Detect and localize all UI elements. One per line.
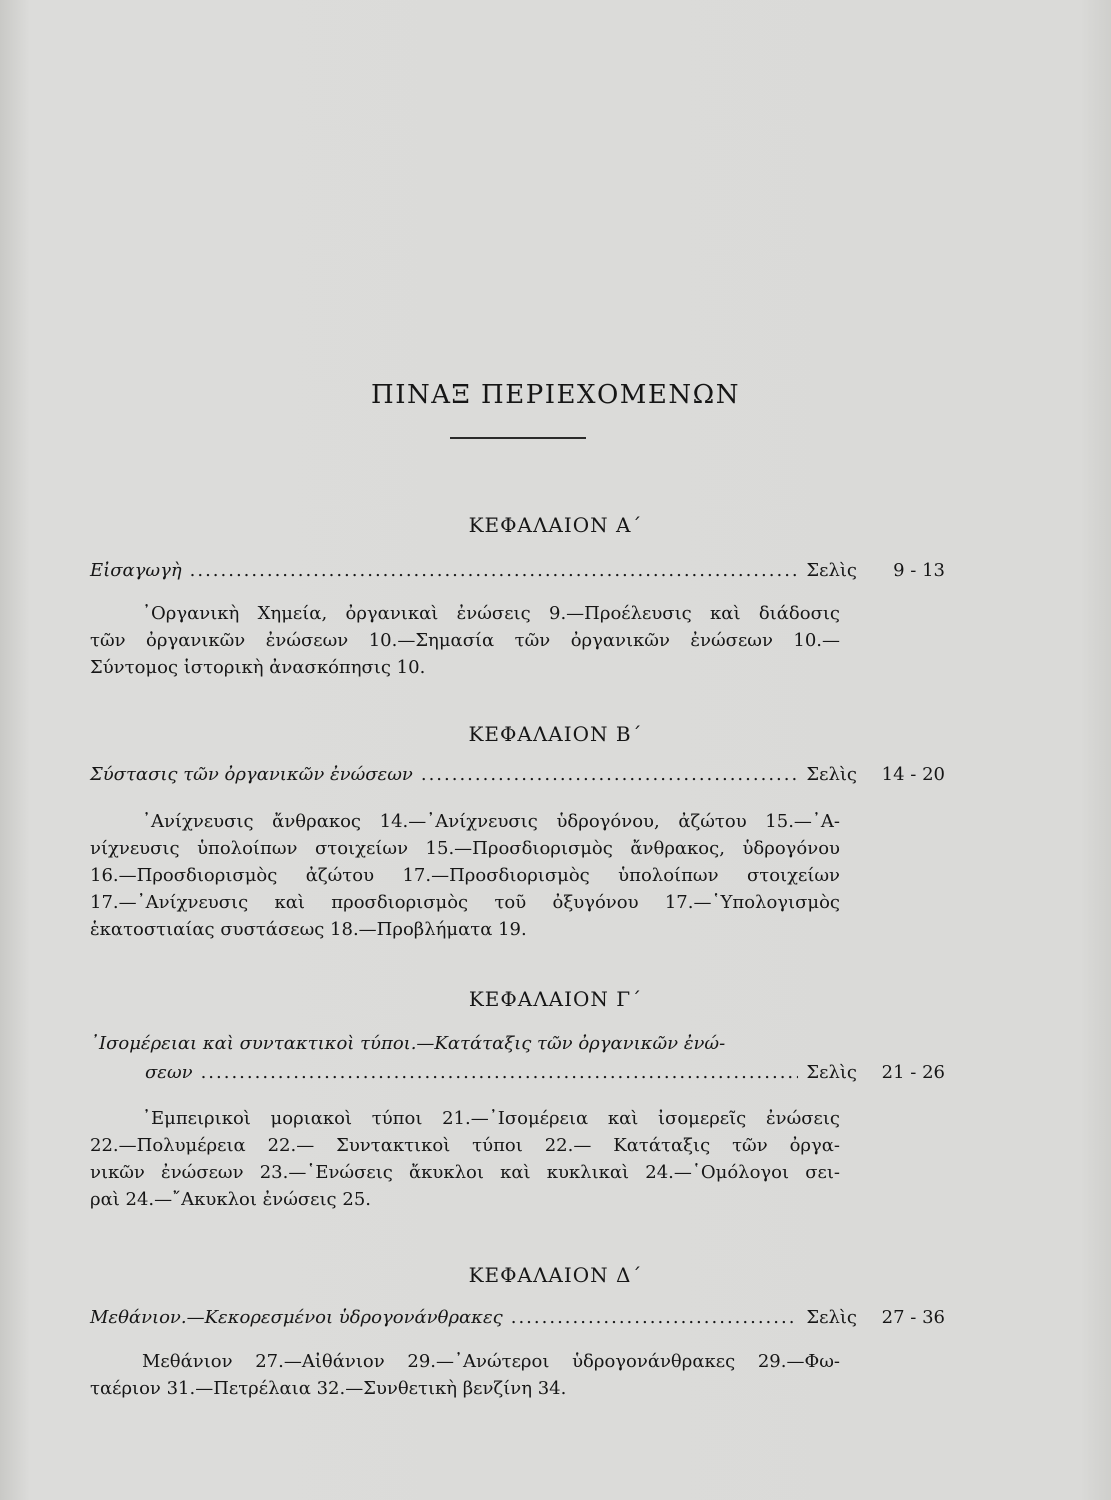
summary-line: 17.—᾿Ανίχνευσις καὶ προσδιορισμὸς τοῦ ὀξυγόνου 17.—῾Υπολογισμὸς xyxy=(90,892,840,913)
page-range: 14 - 20 xyxy=(881,764,945,785)
summary-line: ταέριον 31.—Πετρέλαια 32.—Συνθετικὴ βενζίνη 34. xyxy=(90,1378,567,1399)
chapter-heading-b: ΚΕΦΑΛΑΙΟΝ Β΄ xyxy=(468,722,643,746)
summary-line: ᾿Οργανικὴ Χημεία, ὀργανικαὶ ἐνώσεις 9.—Προέλευσις καὶ διάδοσις xyxy=(142,603,840,624)
summary-line: ᾿Εμπειρικοὶ μοριακοὶ τύποι 21.—᾿Ισομέρεια καὶ ἰσομερεῖς ἐνώσεις xyxy=(142,1108,840,1129)
leader-dots xyxy=(201,1062,799,1083)
entry-title: Εἰσαγωγὴ xyxy=(90,560,182,581)
toc-entry-d xyxy=(90,1307,945,1333)
summary-line: ᾿Ανίχνευσις ἄνθρακος 14.—᾿Ανίχνευσις ὑδρογόνου, ἀζώτου 15.—᾿Α- xyxy=(142,811,840,832)
leader-dots xyxy=(190,560,799,581)
page-word: Σελὶς xyxy=(806,764,857,785)
title-rule xyxy=(450,437,586,439)
summary-line: Σύντομος ἱστορικὴ ἀνασκόπησις 10. xyxy=(90,657,426,678)
page-word: Σελὶς xyxy=(806,560,857,581)
summary-line: τῶν ὀργανικῶν ἐνώσεων 10.—Σημασία τῶν ὀργανικῶν ἐνώσεων 10.— xyxy=(90,630,840,651)
summary-line: ἑκατοστιαίας συστάσεως 18.—Προβλήματα 19. xyxy=(90,919,527,940)
entry-title: Σύστασις τῶν ὀργανικῶν ἐνώσεων xyxy=(90,764,413,785)
page-word: Σελὶς xyxy=(806,1062,857,1083)
toc-entry-c xyxy=(145,1062,945,1088)
page-range: 21 - 26 xyxy=(881,1062,945,1083)
summary-line: 16.—Προσδιορισμὸς ἀζώτου 17.—Προσδιορισμὸς ὑπολοίπων στοιχείων xyxy=(90,865,840,886)
entry-title-line1: ᾿Ισομέρειαι καὶ συντακτικοὶ τύποι.—Κατάταξις τῶν ὀργανικῶν ἐνώ- xyxy=(90,1033,726,1054)
summary-line: Μεθάνιον 27.—Αἰθάνιον 29.—᾿Ανώτεροι ὑδρογονάνθρακες 29.—Φω- xyxy=(142,1351,840,1372)
summary-line: ραὶ 24.—῎Ακυκλοι ἐνώσεις 25. xyxy=(90,1189,371,1210)
chapter-heading-c: ΚΕΦΑΛΑΙΟΝ Γ΄ xyxy=(468,987,643,1011)
chapter-summary-b xyxy=(90,808,840,943)
page-word: Σελὶς xyxy=(806,1307,857,1328)
chapter-heading-d: ΚΕΦΑΛΑΙΟΝ Δ΄ xyxy=(468,1263,643,1287)
chapter-summary-a xyxy=(90,600,840,681)
summary-line: 22.—Πολυμέρεια 22.— Συντακτικοὶ τύποι 22.— Κατάταξις τῶν ὀργα- xyxy=(90,1135,840,1156)
chapter-summary-d xyxy=(90,1348,840,1402)
leader-dots xyxy=(511,1307,799,1328)
summary-line: νικῶν ἐνώσεων 23.—῾Ενώσεις ἄκυκλοι καὶ κυκλικαὶ 24.—῾Ομόλογοι σει- xyxy=(90,1162,840,1183)
toc-entry-a xyxy=(90,560,945,586)
leader-dots xyxy=(421,764,799,785)
chapter-summary-c xyxy=(90,1105,840,1213)
summary-line: νίχνευσις ὑπολοίπων στοιχείων 15.—Προσδιορισμὸς ἄνθρακος, ὑδρογόνου xyxy=(90,838,840,859)
page-title: ΠΙΝΑΞ ΠΕΡΙΕΧΟΜΕΝΩΝ xyxy=(371,380,740,410)
page-range: 27 - 36 xyxy=(881,1307,945,1328)
entry-title: σεων xyxy=(145,1062,193,1083)
entry-title: Μεθάνιον.—Κεκορεσμένοι ὑδρογονάνθρακες xyxy=(90,1307,503,1328)
toc-entry-b xyxy=(90,764,945,790)
chapter-heading-a: ΚΕΦΑΛΑΙΟΝ Α΄ xyxy=(468,513,643,537)
page-range: 9 - 13 xyxy=(893,560,945,581)
